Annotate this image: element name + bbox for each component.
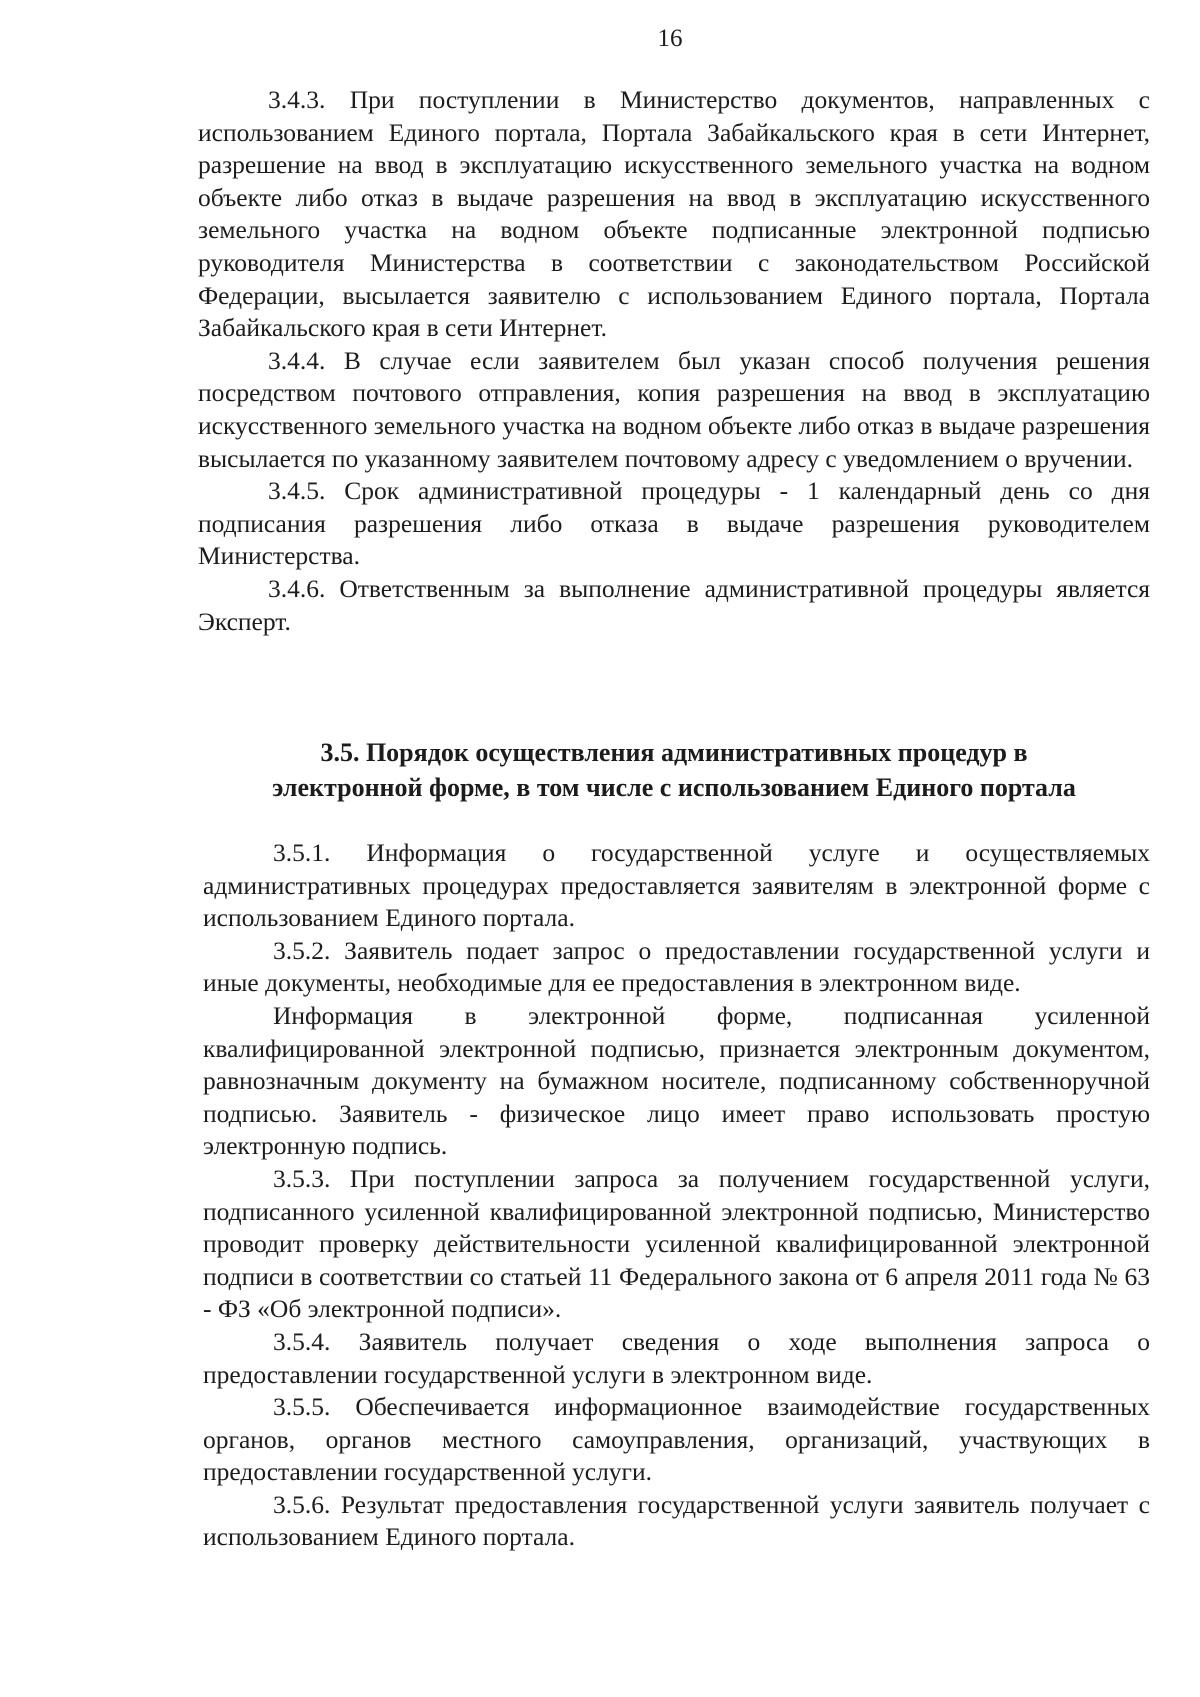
paragraph-3-4-6: 3.4.6. Ответственным за выполнение административной процедуры является Эксперт.	[198, 573, 1150, 636]
section-heading-3-5	[198, 735, 1150, 805]
page-number: 16	[657, 25, 683, 52]
paragraph-3-5-4: 3.5.4. Заявитель получает сведения о ходе выполнения запроса о предоставлении государственной услуги в электронном виде.	[203, 1326, 1150, 1389]
paragraphs-section-3-5	[203, 837, 1150, 1554]
paragraph-3-5-3: 3.5.3. При поступлении запроса за получением государственной услуги, подписанного усиленной квалифицированной электронной подписью, Министерство проводит проверку действительности усиленной квалифицированной электронной подписи в соответствии со статьей 11 Федерального закона от 6 апреля 2011 года № 63 - ФЗ «Об электронной подписи».	[203, 1163, 1150, 1324]
paragraph-3-5-6: 3.5.6. Результат предоставления государственной услуги заявитель получает с использованием Единого портала.	[203, 1489, 1150, 1552]
paragraphs-section-3-4	[198, 84, 1150, 638]
paragraph-3-4-5: 3.4.5. Срок административной процедуры - 1 календарный день со дня подписания разрешения либо отказа в выдаче разрешения руководителем Министерства.	[198, 476, 1150, 571]
section-heading-line-2: электронной форме, в том числе с использованием Единого портала	[272, 773, 1076, 802]
paragraph-3-4-4: 3.4.4. В случае если заявителем был указан способ получения решения посредством почтового отправления, копия разрешения на ввод в эксплуатацию искусственного земельного участка на водном объекте либо отказ в выдаче разрешения высылается по указанному заявителем почтовому адресу с уведомлением о вручении.	[198, 345, 1150, 473]
paragraph-3-5-5: 3.5.5. Обеспечивается информационное взаимодействие государственных органов, органов местного самоуправления, организаций, участвующих в предоставлении государственной услуги.	[203, 1392, 1150, 1487]
section-heading-line-1: 3.5. Порядок осуществления административных процедур в	[320, 738, 1028, 767]
paragraph-3-4-3: 3.4.3. При поступлении в Министерство документов, направленных с использованием Единого портала, Портала Забайкальского края в сети Интернет, разрешение на ввод в эксплуатацию искусственного земельного участка на водном объекте либо отказ в выдаче разрешения на ввод в эксплуатацию искусственного земельного участка на водном объекте подписанные электронной подписью руководителя Министерства в соответствии с законодательством Российской Федерации, высылается заявителю с использованием Единого портала, Портала Забайкальского края в сети Интернет.	[198, 85, 1150, 343]
paragraph-electronic-signature-info: Информация в электронной форме, подписанная усиленной квалифицированной электронной подписью, признается электронным документом, равнозначным документу на бумажном носителе, подписанному собственноручной подписью. Заявитель - физическое лицо имеет право использовать простую электронную подпись.	[203, 1000, 1150, 1161]
paragraph-3-5-1: 3.5.1. Информация о государственной услуге и осуществляемых административных процедурах предоставляется заявителям в электронной форме с использованием Единого портала.	[203, 838, 1150, 933]
paragraph-3-5-2: 3.5.2. Заявитель подает запрос о предоставлении государственной услуги и иные документы, необходимые для ее предоставления в электронном виде.	[203, 935, 1150, 998]
